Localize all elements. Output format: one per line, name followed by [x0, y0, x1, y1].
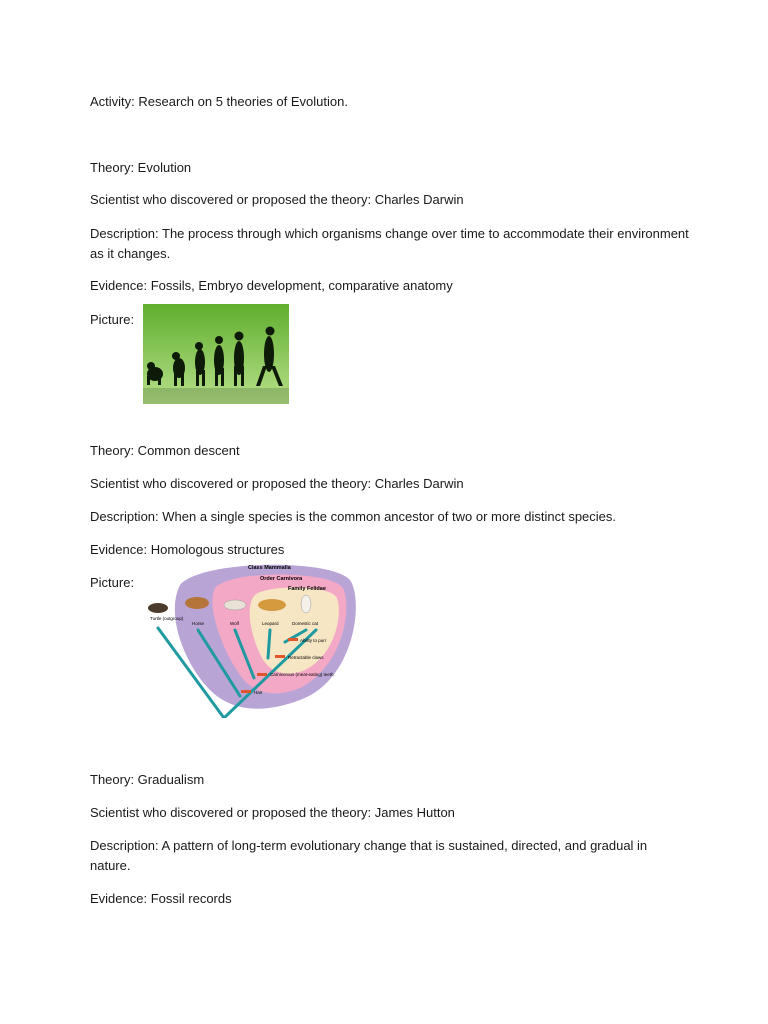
trait-hair-label: Hair: [254, 690, 263, 695]
theory-3-title: Theory: Gradualism: [90, 772, 205, 787]
class-mammalia-label: Class Mammalia: [248, 565, 291, 571]
cladogram-diagram: [140, 560, 362, 718]
theory-2-evidence: Evidence: Homologous structures: [90, 542, 285, 557]
family-felidae-label: Family Felidae: [288, 586, 326, 592]
turtle-icon: [148, 603, 168, 613]
theory-1-description: Description: The process through which organisms change over time to accommodate their environment as it changes.: [90, 226, 689, 261]
order-carnivora-label: Order Carnivora: [260, 576, 303, 582]
trait-claws-label: Retractable claws: [288, 655, 324, 660]
trait-teeth-label: Carnivorous (meat-eating) teeth: [270, 672, 334, 677]
theory-3-scientist: Scientist who discovered or proposed the theory: James Hutton: [90, 805, 455, 820]
taxon-turtle-label: Turtle (outgroup): [150, 616, 184, 621]
theory-3-evidence: Evidence: Fossil records: [90, 891, 232, 906]
theory-2-scientist: Scientist who discovered or proposed the theory: Charles Darwin: [90, 476, 464, 491]
trait-purr-label: Ability to purr: [300, 638, 327, 643]
taxon-leopard-label: Leopard: [262, 621, 279, 626]
theory-1-picture-label: Picture:: [90, 312, 135, 327]
taxon-wolf-label: Wolf: [230, 621, 239, 626]
taxon-horse-label: Horse: [192, 621, 205, 626]
activity-heading: Activity: Research on 5 theories of Evolution.: [90, 94, 348, 109]
wolf-icon: [224, 600, 246, 610]
theory-1-evidence: Evidence: Fossils, Embryo development, comparative anatomy: [90, 278, 453, 293]
theory-2-title: Theory: Common descent: [90, 443, 240, 458]
theory-3-description: Description: A pattern of long-term evolutionary change that is sustained, directed, and gradual in nature.: [90, 838, 648, 873]
theory-1-scientist: Scientist who discovered or proposed the theory: Charles Darwin: [90, 192, 464, 207]
taxon-domestic-cat-label: Domestic cat: [292, 621, 319, 626]
theory-2-description: Description: When a single species is the common ancestor of two or more distinct species.: [90, 509, 617, 524]
theory-1-title: Theory: Evolution: [90, 160, 192, 175]
horse-icon: [185, 597, 209, 609]
evolution-march-image: [143, 304, 289, 404]
leopard-icon: [258, 599, 286, 611]
theory-2-picture-label: Picture:: [90, 575, 135, 590]
domestic-cat-icon: [301, 595, 311, 613]
